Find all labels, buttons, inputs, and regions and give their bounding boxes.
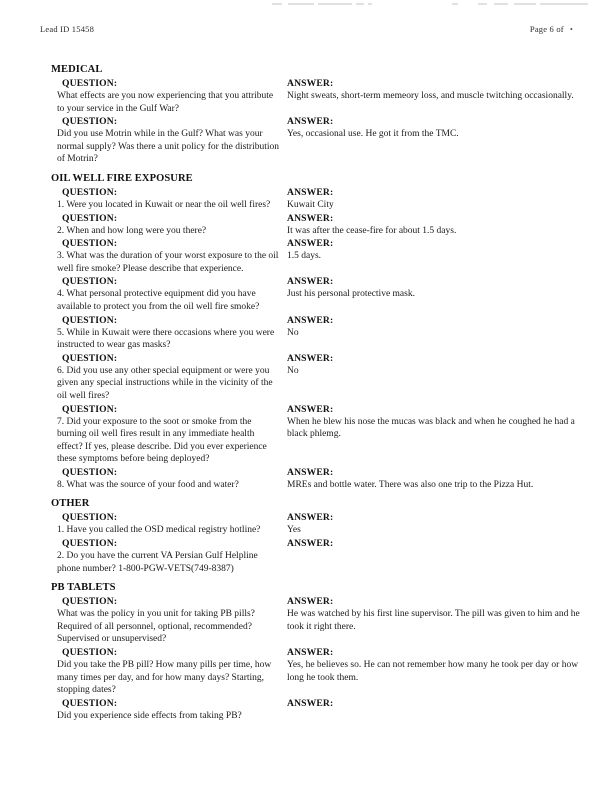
- question-text: 1. Were you located in Kuwait or near the oil well fires?: [57, 199, 271, 210]
- qa-text-row: [48, 128, 588, 166]
- answer-label: ANSWER:: [287, 116, 334, 128]
- answer-column: [281, 646, 588, 659]
- question-text: 2. When and how long were you there?: [57, 225, 207, 236]
- answer-text: When he blew his nose the mucas was black and when he coughed he had a black phlemg.: [287, 416, 575, 440]
- answer-label: ANSWER:: [287, 647, 334, 659]
- answer-label: ANSWER:: [287, 403, 334, 415]
- answer-label: ANSWER:: [287, 314, 334, 326]
- section: [48, 498, 588, 575]
- question-label: QUESTION:: [62, 512, 118, 524]
- question-label: QUESTION:: [62, 276, 118, 288]
- question-column: [48, 511, 281, 524]
- answer-column: [281, 115, 588, 128]
- question-label: QUESTION:: [62, 647, 118, 659]
- question-column: [48, 659, 281, 697]
- answer-column: [281, 608, 588, 633]
- question-label: QUESTION:: [62, 697, 118, 709]
- qa-text-row: [48, 225, 588, 238]
- question-column: [48, 595, 281, 608]
- section: [48, 582, 588, 722]
- qa-label-row: [48, 115, 588, 128]
- question-label: QUESTION:: [62, 596, 118, 608]
- section: [48, 64, 588, 166]
- question-column: [48, 697, 281, 710]
- question-label: QUESTION:: [62, 466, 118, 478]
- answer-column: [281, 237, 588, 250]
- answer-label: ANSWER:: [287, 186, 334, 198]
- page-number-mark: •: [569, 24, 573, 34]
- answer-column: [281, 250, 588, 263]
- answer-column: [281, 511, 588, 524]
- answer-column: [281, 537, 588, 550]
- answer-column: [281, 186, 588, 199]
- qa-label-row: [48, 275, 588, 288]
- question-column: [48, 416, 281, 466]
- answer-column: [281, 128, 588, 141]
- qa-text-row: [48, 608, 588, 646]
- question-label: QUESTION:: [62, 403, 118, 415]
- answer-text: Night sweats, short-term memeory loss, and muscle twitching occasionally.: [287, 91, 574, 101]
- qa-label-row: [48, 77, 588, 90]
- qa-text-row: [48, 710, 588, 723]
- answer-column: [281, 524, 588, 537]
- question-label: QUESTION:: [62, 212, 118, 224]
- page-number: [530, 24, 587, 34]
- lead-id: Lead ID 15458: [40, 24, 95, 34]
- qa-text-row: [48, 327, 588, 352]
- question-column: [48, 250, 281, 275]
- question-column: [48, 365, 281, 403]
- answer-text: He was watched by his first line supervisor. The pill was given to him and he took it right there.: [287, 609, 580, 632]
- question-label: QUESTION:: [62, 186, 118, 198]
- answer-column: [281, 697, 588, 710]
- answer-column: [281, 466, 588, 479]
- answer-text: It was after the cease-fire for about 1.5 days.: [287, 225, 457, 236]
- qa-label-row: [48, 237, 588, 250]
- question-text: Did you take the PB pill? How many pills per time, how many times per day, and for how many days? Starting, stopping dates?: [57, 660, 272, 696]
- answer-column: [281, 212, 588, 225]
- answer-column: [281, 403, 588, 416]
- document-body: [48, 64, 588, 724]
- qa-label-row: [48, 537, 588, 550]
- qa-text-row: [48, 479, 588, 492]
- question-column: [48, 128, 281, 166]
- qa-label-row: [48, 595, 588, 608]
- answer-label: ANSWER:: [287, 78, 334, 89]
- answer-column: [281, 288, 588, 301]
- answer-label: ANSWER:: [287, 596, 334, 608]
- answer-text: Yes, he believes so. He can not remember how many he took per day or how long he took them.: [287, 660, 579, 683]
- qa-text-row: [48, 250, 588, 275]
- answer-column: [281, 90, 588, 103]
- answer-text: 1.5 days.: [287, 251, 322, 262]
- question-column: [48, 115, 281, 128]
- qa-label-row: [48, 511, 588, 524]
- section-title: PB TABLETS: [51, 582, 116, 594]
- qa-label-row: [48, 352, 588, 365]
- question-column: [48, 327, 281, 352]
- answer-column: [281, 352, 588, 365]
- question-text: 8. What was the source of your food and water?: [57, 479, 239, 490]
- question-label: QUESTION:: [62, 238, 118, 250]
- qa-label-row: [48, 466, 588, 479]
- question-text: What effects are you now experiencing that you attribute to your service in the Gulf War?: [57, 91, 274, 114]
- question-column: [48, 352, 281, 365]
- question-label: QUESTION:: [62, 314, 118, 326]
- question-column: [48, 537, 281, 550]
- answer-text: Yes: [287, 525, 301, 536]
- answer-column: [281, 479, 588, 492]
- answer-text: Yes, occasional use. He got it from the TMC.: [287, 129, 459, 140]
- answer-label: ANSWER:: [287, 276, 334, 288]
- question-column: [48, 186, 281, 199]
- question-label: QUESTION:: [62, 78, 118, 89]
- qa-label-row: [48, 212, 588, 225]
- answer-column: [281, 199, 588, 212]
- section-title: OTHER: [51, 498, 90, 510]
- question-column: [48, 225, 281, 238]
- answer-text: MREs and bottle water. There was also one trip to the Pizza Hut.: [287, 479, 534, 490]
- question-column: [48, 237, 281, 250]
- answer-column: [281, 314, 588, 327]
- answer-label: ANSWER:: [287, 538, 334, 550]
- question-column: [48, 77, 281, 90]
- question-text: 5. While in Kuwait were there occasions where you were instructed to wear gas masks?: [57, 327, 275, 351]
- page-header: [0, 24, 611, 40]
- question-label: QUESTION:: [62, 538, 118, 550]
- qa-label-row: [48, 697, 588, 710]
- qa-text-row: [48, 288, 588, 313]
- answer-column: [281, 327, 588, 340]
- qa-text-row: [48, 550, 588, 575]
- answer-label: ANSWER:: [287, 466, 334, 478]
- qa-text-row: [48, 90, 588, 115]
- answer-text: Kuwait City: [287, 199, 334, 210]
- question-text: 2. Do you have the current VA Persian Gulf Helpline phone number? 1-800-PGW-VETS(749-8387): [57, 551, 258, 574]
- answer-label: ANSWER:: [287, 512, 334, 524]
- question-text: Did you experience side effects from taking PB?: [57, 710, 242, 721]
- question-column: [48, 403, 281, 416]
- question-column: [48, 479, 281, 492]
- question-column: [48, 199, 281, 212]
- qa-label-row: [48, 186, 588, 199]
- qa-text-row: [48, 659, 588, 697]
- answer-column: [281, 365, 588, 378]
- question-column: [48, 212, 281, 225]
- answer-column: [281, 416, 588, 441]
- answer-label: ANSWER:: [287, 212, 334, 224]
- section: [48, 173, 588, 492]
- question-column: [48, 314, 281, 327]
- answer-label: ANSWER:: [287, 697, 334, 709]
- question-text: 7. Did your exposure to the soot or smoke from the burning oil well fires result in any immediate health effect? If yes, please describe. Did you ever experience these symptoms before being deployed?: [57, 416, 267, 465]
- qa-text-row: [48, 365, 588, 403]
- question-column: [48, 646, 281, 659]
- question-column: [48, 550, 281, 575]
- question-text: 1. Have you called the OSD medical registry hotline?: [57, 525, 261, 536]
- question-text: 6. Did you use any other special equipment or were you given any special instructions while in the vicinity of the oil well fires?: [57, 365, 273, 401]
- page-number-label: Page 6 of: [529, 24, 564, 34]
- qa-text-row: [48, 199, 588, 212]
- question-text: What was the policy in you unit for taking PB pills? Required of all personnel, optional, recommended? Supervised or unsupervised?: [57, 609, 255, 645]
- scan-artifact-band: [0, 3, 611, 11]
- question-column: [48, 710, 281, 723]
- qa-text-row: [48, 416, 588, 466]
- answer-text: No: [287, 365, 299, 376]
- section-title: OIL WELL FIRE EXPOSURE: [51, 172, 193, 184]
- qa-label-row: [48, 314, 588, 327]
- answer-label: ANSWER:: [287, 352, 334, 364]
- answer-column: [281, 595, 588, 608]
- answer-column: [281, 659, 588, 684]
- qa-text-row: [48, 524, 588, 537]
- answer-column: [281, 225, 588, 238]
- qa-label-row: [48, 646, 588, 659]
- answer-column: [281, 275, 588, 288]
- question-text: 4. What personal protective equipment did you have available to protect you from the oil well fire smoke?: [57, 289, 260, 312]
- section-title: MEDICAL: [51, 64, 103, 75]
- question-column: [48, 524, 281, 537]
- question-column: [48, 275, 281, 288]
- question-text: 3. What was the duration of your worst exposure to the oil well fire smoke? Please describe that experience.: [57, 251, 279, 274]
- qa-label-row: [48, 403, 588, 416]
- question-text: Did you use Motrin while in the Gulf? What was your normal supply? Was there a unit policy for the distribution of Motrin?: [57, 129, 280, 165]
- answer-text: No: [287, 327, 299, 338]
- question-column: [48, 90, 281, 115]
- question-label: QUESTION:: [62, 352, 118, 364]
- answer-text: Just his personal protective mask.: [287, 289, 415, 300]
- question-column: [48, 608, 281, 646]
- answer-column: [281, 77, 588, 90]
- question-label: QUESTION:: [62, 116, 118, 128]
- answer-label: ANSWER:: [287, 238, 334, 250]
- question-column: [48, 288, 281, 313]
- question-column: [48, 466, 281, 479]
